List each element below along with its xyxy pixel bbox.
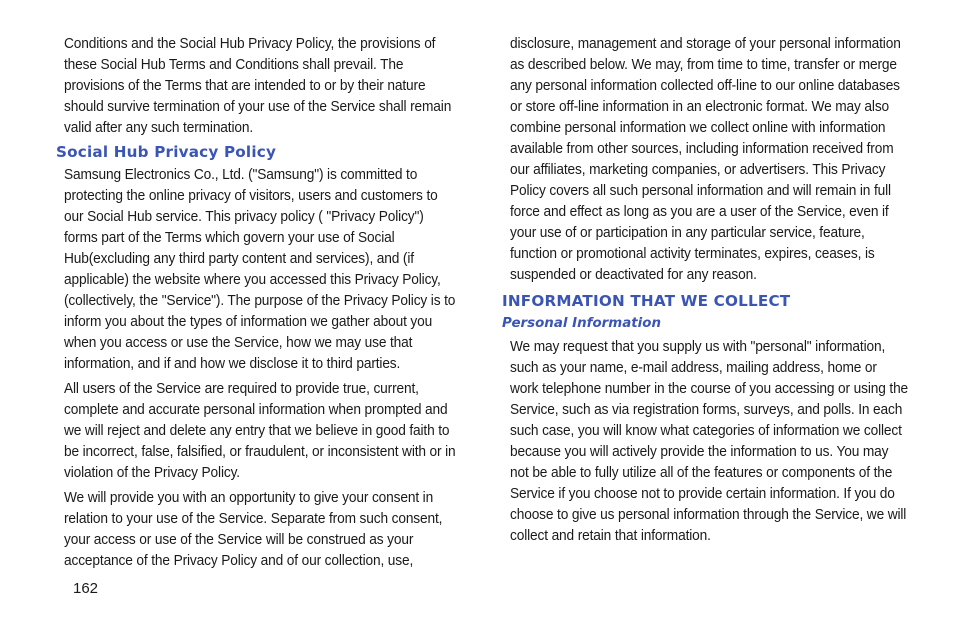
section-heading-social-hub-privacy-policy: Social Hub Privacy Policy bbox=[56, 143, 277, 161]
section-heading-information-we-collect: INFORMATION THAT WE COLLECT bbox=[502, 292, 791, 310]
continued-paragraph-left: Conditions and the Social Hub Privacy Policy, the provisions of these Social Hub Terms and Conditions shall prevail. The provisions of the Terms that are intended to or by their nature should survive termination of your use of the Service shall remain valid after any such termination. bbox=[64, 36, 452, 136]
right-column bbox=[502, 34, 910, 547]
continued-paragraph-right: disclosure, management and storage of your personal information as described below. We may, from time to time, transfer or merge any personal information collected off-line to our online databases or store off-line information in an electronic format. We may also combine personal information we collect online with information available from other sources, including information received from our affiliates, marketing companies, or advertisers. This Privacy Policy covers all such personal information and will remain in full force and effect as long as you are a user of the Service, even if your use of or participation in any particular service, feature, function or promotional activity terminates, expires, ceases, is suspended or deactivated for any reason. bbox=[510, 36, 901, 283]
left-column bbox=[56, 34, 462, 572]
paragraph-personal-information: We may request that you supply us with "personal" information, such as your name, e-mail address, mailing address, home or work telephone number in the course of you accessing or using the Service, such as via registration forms, surveys, and polls. In each such case, you will know what categories of information we collect because you will actively provide the information to us. You may not be able to fully utilize all of the features or components of the Service if you choose not to provide certain information. If you do choose to give us personal information through the Service, we will collect and retain that information. bbox=[510, 339, 909, 544]
paragraph-privacy-intro: Samsung Electronics Co., Ltd. ("Samsung") is committed to protecting the online privacy of visitors, users and customers to our Social Hub service. This privacy policy ( "Privacy Policy") forms part of the Terms which govern your use of Social Hub(excluding any third party content and services), and (if applicable) the website where you accessed this Privacy Policy, (collectively, the "Service"). The purpose of the Privacy Policy is to inform you about the types of information we gather about you when you access or use the Service, how we may use that information, and if and how we disclose it to third parties. bbox=[64, 167, 456, 372]
paragraph-users-requirements: All users of the Service are required to provide true, current, complete and accurate personal information when prompted and we will reject and delete any entry that we believe in good faith to be incorrect, false, falsified, or fraudulent, or inconsistent with or in violation of the Privacy Policy. bbox=[64, 381, 456, 481]
page-number: 162 bbox=[73, 580, 99, 597]
subheading-personal-information: Personal Information bbox=[502, 316, 661, 331]
paragraph-consent: We will provide you with an opportunity to give your consent in relation to your use of the Service. Separate from such consent, your access or use of the Service will be construed as your acceptance of the Privacy Policy and of our collection, use, bbox=[64, 490, 443, 569]
